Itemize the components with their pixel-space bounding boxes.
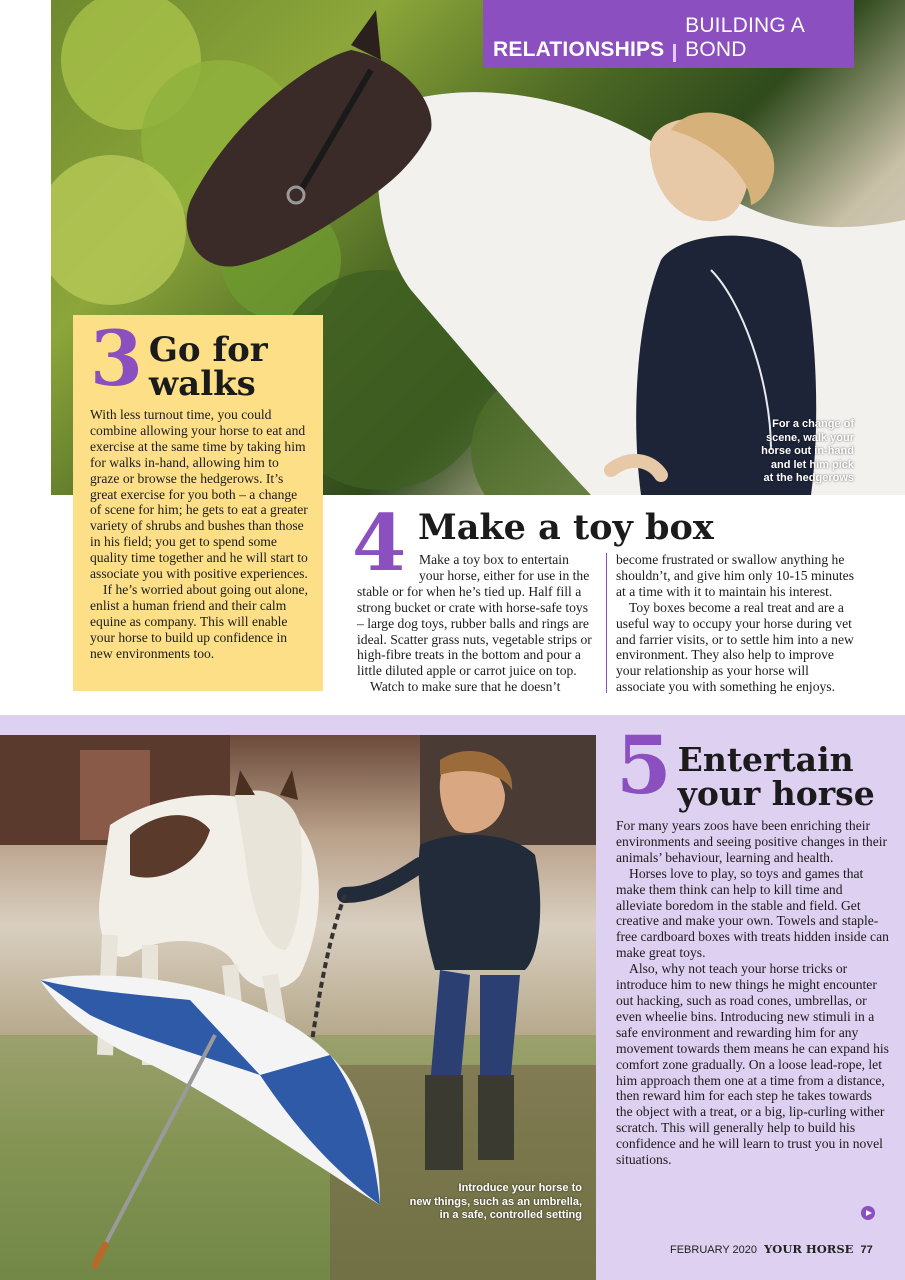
section-label: RELATIONSHIPS (493, 38, 665, 61)
tip-4-paragraph: Toy boxes become a real treat and are a useful way to occupy your horse during vet and farrier visits, or to settle him into a new environment. They also help to improve your relationship as your horse will associate you with something he enjoys. (616, 599, 854, 695)
tip-3-number: 3 (90, 314, 143, 403)
tip-4-column-2 (616, 552, 856, 695)
tip-5-number: 5 (616, 718, 672, 812)
continue-arrow-icon (861, 1206, 875, 1220)
page-footer (670, 1242, 873, 1256)
photo-caption-bottom: Introduce your horse to new things, such as an umbrella, in a safe, controlled setting (409, 1182, 582, 1221)
tip-5-box (596, 715, 905, 1280)
column-divider (606, 553, 607, 693)
tip-3-title: Go for walks (148, 330, 268, 404)
section-divider (673, 44, 676, 62)
photo-caption-top: For a change of scene, walk your horse out in-hand and let him pick at the hedgerows (761, 418, 854, 484)
tip-4-paragraph: stable or for when he’s tied up. Half fill a strong bucket or crate with horse-safe toys – large dog toys, rubber balls and rings are ideal. Scatter grass nuts, vegetable strips or high-fibre treats in the bottom and pour a little diluted apple or carrot juice on top. (357, 583, 592, 679)
tip-5-body (616, 818, 891, 1168)
issue-date: FEBRUARY 2020 (670, 1244, 758, 1256)
tip-5-paragraph: Also, why not teach your horse tricks or introduce him to new things he might encounter out hacking, such as road cones, umbrellas, or even wheelie bins. Introducing new stimuli in a safe environment and rewarding him for any movement towards them means he can expand his comfort zone gradually. On a loose lead-rope, let him approach them one at a time from a distance, then reward him for each step he takes towards the object with a treat, or a big, lip-curling wither scratch. This will generally help to build his confidence and he will learn to trust you in novel situations. (616, 961, 889, 1168)
tip-3-paragraph: If he’s worried about going out alone, enlist a human friend and their calm equine as company. This will enable your horse to build up confidence in new environments too. (90, 581, 308, 661)
tip-3-body (90, 407, 309, 662)
tip-4-paragraph: Make a toy box to entertain your horse, either for use in the (419, 552, 590, 583)
tip-3-heading (90, 314, 309, 404)
tip-4-number: 4 (352, 498, 407, 589)
tip-3-box (73, 315, 323, 691)
tip-4-paragraph: Watch to make sure that he doesn’t (370, 679, 561, 695)
tip-4-title: Make a toy box (418, 507, 714, 548)
tip-3-paragraph: With less turnout time, you could combine allowing your horse to eat and exercise at the same time by taking him for walks in-hand, allowing him to graze or browse the hedgerows. It’s great exercise for you both – a change of scene for him; he gets to eat a greater variety of shrubs and bushes than those in his field; you get to spend some quality time together and he will start to associate you with positive experiences. (90, 407, 308, 582)
page-number: 77 (860, 1244, 873, 1256)
tip-5-paragraph: For many years zoos have been enriching their environments and seeing positive changes in their animals’ behaviour, learning and health. (616, 818, 888, 865)
tip-4-paragraph: become frustrated or swallow anything he shouldn’t, and give him only 10-15 minutes at a time with it to maintain his interest. (616, 552, 855, 599)
subsection-label: BUILDING A BOND (685, 14, 804, 61)
tip-5-paragraph: Horses love to play, so toys and games that make them think can help to kill time and alleviate boredom in the stable and field. Get creative and make your own. Towels and staple-free cardboard boxes with treats hidden inside can make great toys. (616, 865, 889, 961)
tip-5-heading (616, 718, 891, 813)
section-header (483, 0, 854, 68)
tip-4-column-1 (357, 552, 595, 695)
magazine-name: YOUR HORSE (764, 1242, 854, 1256)
tip-5-title: Entertain your horse (677, 740, 875, 813)
